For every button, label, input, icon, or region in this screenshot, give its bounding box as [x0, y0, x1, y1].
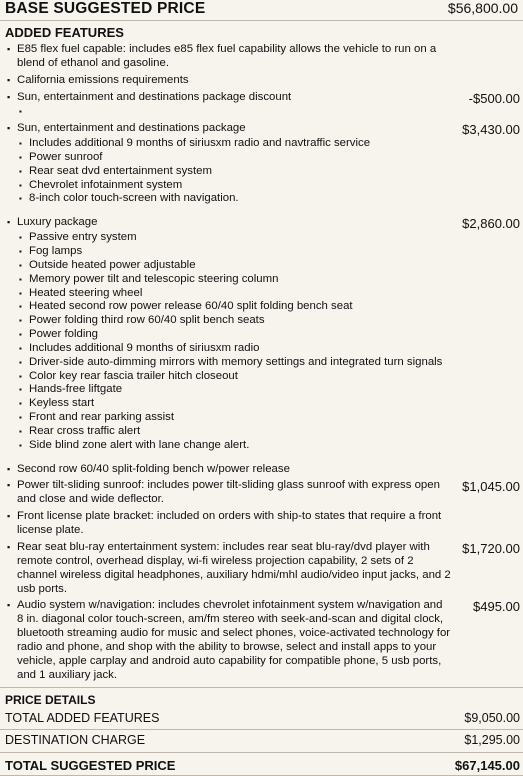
feature-subitem-text: Passive entry system: [29, 231, 137, 244]
feature-text: Sun, entertainment and destinations package: [17, 122, 246, 135]
feature-item: [0, 510, 523, 538]
bullet-icon: ▪: [19, 274, 22, 284]
bullet-icon: ▪: [19, 385, 22, 395]
feature-subitem-text: Front and rear parking assist: [29, 411, 174, 424]
bullet-icon: ▪: [7, 123, 11, 134]
feature-subitem-text: Rear cross traffic alert: [29, 424, 141, 437]
bullet-icon: ▪: [7, 91, 11, 102]
feature-sublist: [17, 105, 451, 119]
feature-subitem-text: Power folding third row 60/40 split bench seats: [29, 314, 265, 327]
bullet-icon: ▪: [19, 166, 22, 176]
feature-text: E85 flex fuel capable: includes e85 flex fuel capability allows the vehicle to run on a blend of ethanol and gasoline.: [17, 43, 437, 69]
bullet-icon: ▪: [19, 330, 22, 340]
total-added-features-row: [5, 711, 520, 725]
destination-charge-value: $1,295.00: [464, 733, 520, 747]
feature-item: [0, 216, 523, 452]
feature-subitem-text: Power folding: [29, 328, 99, 341]
bullet-icon: ▪: [19, 357, 22, 367]
feature-subitem: [17, 273, 451, 287]
feature-subitem-text: Hands-free liftgate: [29, 383, 123, 396]
bullet-icon: ▪: [19, 399, 22, 409]
bullet-icon: ▪: [19, 107, 22, 117]
feature-subitem: [17, 165, 451, 179]
bullet-icon: ▪: [19, 247, 22, 257]
destination-charge-label: DESTINATION CHARGE: [5, 733, 146, 747]
feature-price: $3,430.00: [462, 122, 520, 138]
bullet-icon: ▪: [19, 260, 22, 270]
feature-price: $2,860.00: [462, 216, 520, 232]
added-features-list: [0, 43, 523, 686]
bullet-icon: ▪: [7, 480, 11, 491]
price-details-title: PRICE DETAILS: [5, 693, 96, 707]
feature-subitem-text: Heated steering wheel: [29, 286, 143, 299]
bullet-icon: ▪: [7, 44, 11, 54]
feature-subitem-text: Chevrolet infotainment system: [29, 178, 183, 191]
bullet-icon: ▪: [7, 600, 11, 611]
feature-subitem: [17, 411, 451, 425]
bullet-icon: ▪: [7, 541, 11, 552]
feature-subitem: [17, 439, 451, 453]
feature-text: Audio system w/navigation: includes chevrolet infotainment system w/navigation and 8 in. diagonal color touch-screen, am/fm stereo with seek-and-scan and digital clock, bluetooth streaming audio for music and select phones, voice-activated technology for radio and phone, and shop with the ability to browse, select and install apps to your vehicle, apple carplay and android auto capability for compatible phone, 5 usb ports, and 1 auxiliary jack.: [17, 599, 451, 681]
feature-subitem-text: Includes additional 9 months of siriusxm radio: [29, 341, 260, 354]
feature-subitem: [17, 356, 451, 370]
feature-subitem-text: Outside heated power adjustable: [29, 258, 196, 271]
bullet-icon: ▪: [19, 152, 22, 162]
feature-item: [0, 91, 523, 120]
feature-text: Luxury package: [17, 216, 98, 229]
base-price-value: $56,800.00: [447, 0, 518, 16]
feature-item: [0, 74, 523, 88]
feature-text: Second row 60/40 split-folding bench w/power release: [17, 462, 290, 475]
bullet-icon: ▪: [19, 233, 22, 243]
feature-subitem: [17, 105, 451, 119]
feature-subitem-text: Includes additional 9 months of siriusxm radio and navtraffic service: [29, 137, 371, 150]
bullet-icon: ▪: [19, 343, 22, 353]
base-price-row: [5, 0, 518, 18]
bullet-icon: ▪: [19, 180, 22, 190]
feature-item: [0, 541, 523, 597]
feature-subitem: [17, 245, 451, 259]
feature-subitem-text: Driver-side auto-dimming mirrors with memory settings and integrated turn signals: [29, 355, 443, 368]
total-added-features-value: $9,050.00: [464, 711, 520, 725]
feature-text: California emissions requirements: [17, 73, 189, 86]
feature-price: -$500.00: [468, 90, 520, 106]
bullet-icon: ▪: [7, 74, 11, 85]
total-suggested-price-label: TOTAL SUGGESTED PRICE: [5, 758, 176, 773]
bullet-icon: ▪: [19, 371, 22, 381]
total-suggested-price-row: [5, 758, 520, 773]
feature-subitem-text: Power sunroof: [29, 150, 103, 163]
feature-subitem-text: Side blind zone alert with lane change alert.: [29, 438, 250, 451]
feature-item: [0, 479, 523, 507]
feature-subitem-text: 8-inch color touch-screen with navigation.: [29, 192, 239, 205]
bullet-icon: ▪: [7, 463, 11, 474]
total-added-features-label: TOTAL ADDED FEATURES: [5, 711, 160, 725]
feature-subitem: [17, 179, 451, 193]
feature-subitem-text: Keyless start: [29, 397, 95, 410]
feature-price: $495.00: [473, 599, 520, 615]
bullet-icon: ▪: [19, 426, 22, 436]
feature-subitem-text: Fog lamps: [29, 245, 83, 258]
feature-subitem: [17, 328, 451, 342]
base-price-title: BASE SUGGESTED PRICE: [5, 0, 206, 17]
feature-text: Sun, entertainment and destinations package discount: [17, 90, 292, 103]
bullet-icon: ▪: [19, 194, 22, 204]
total-suggested-price-value: $67,145.00: [454, 758, 520, 773]
feature-item: [0, 122, 523, 206]
feature-subitem: [17, 370, 451, 384]
bullet-icon: ▪: [19, 288, 22, 298]
feature-subitem: [17, 397, 451, 411]
feature-subitem: [17, 314, 451, 328]
feature-text: Rear seat blu-ray entertainment system: includes rear seat blu-ray/dvd player with remote control, overhead display, wi-fi wireless projection capability, 2 sets of 2 channel wireless digital headphones, auxiliary hdmi/mhl audio/video input jacks, and 2 usb ports.: [17, 540, 451, 595]
divider: [0, 20, 523, 21]
feature-subitem: [17, 287, 451, 301]
feature-subitem: [17, 137, 451, 151]
feature-sublist: [17, 137, 451, 206]
feature-item: [0, 43, 523, 71]
feature-subitem: [17, 151, 451, 165]
bullet-icon: ▪: [7, 511, 11, 522]
feature-subitem: [17, 342, 451, 356]
feature-text: Power tilt-sliding sunroof: includes power tilt-sliding glass sunroof with express open and close and wide deflector.: [17, 479, 440, 506]
feature-subitem-text: Memory power tilt and telescopic steering column: [29, 272, 279, 285]
feature-sublist: [17, 231, 451, 453]
feature-item: [0, 599, 523, 682]
divider: [0, 729, 523, 730]
bullet-icon: ▪: [19, 316, 22, 326]
destination-charge-row: [5, 733, 520, 747]
feature-subitem: [17, 259, 451, 273]
bullet-icon: ▪: [7, 217, 11, 228]
feature-item: [0, 463, 523, 477]
feature-subitem-text: Heated second row power release 60/40 split folding bench seat: [29, 300, 353, 313]
bullet-icon: ▪: [19, 302, 22, 312]
bullet-icon: ▪: [19, 139, 22, 149]
feature-price: $1,045.00: [462, 479, 520, 495]
feature-subitem: [17, 192, 451, 206]
added-features-title: ADDED FEATURES: [5, 25, 124, 40]
divider: [0, 752, 523, 753]
feature-subitem-text: Rear seat dvd entertainment system: [29, 164, 212, 177]
bullet-icon: ▪: [19, 440, 22, 450]
feature-text: Front license plate bracket: included on orders with ship-to states that require a front license plate.: [17, 510, 442, 537]
feature-subitem: [17, 383, 451, 397]
feature-subitem: [17, 231, 451, 245]
feature-subitem: [17, 300, 451, 314]
bullet-icon: ▪: [19, 413, 22, 423]
divider: [0, 687, 523, 688]
feature-subitem: [17, 425, 451, 439]
feature-subitem-text: Color key rear fascia trailer hitch closeout: [29, 369, 238, 382]
feature-price: $1,720.00: [462, 540, 520, 556]
